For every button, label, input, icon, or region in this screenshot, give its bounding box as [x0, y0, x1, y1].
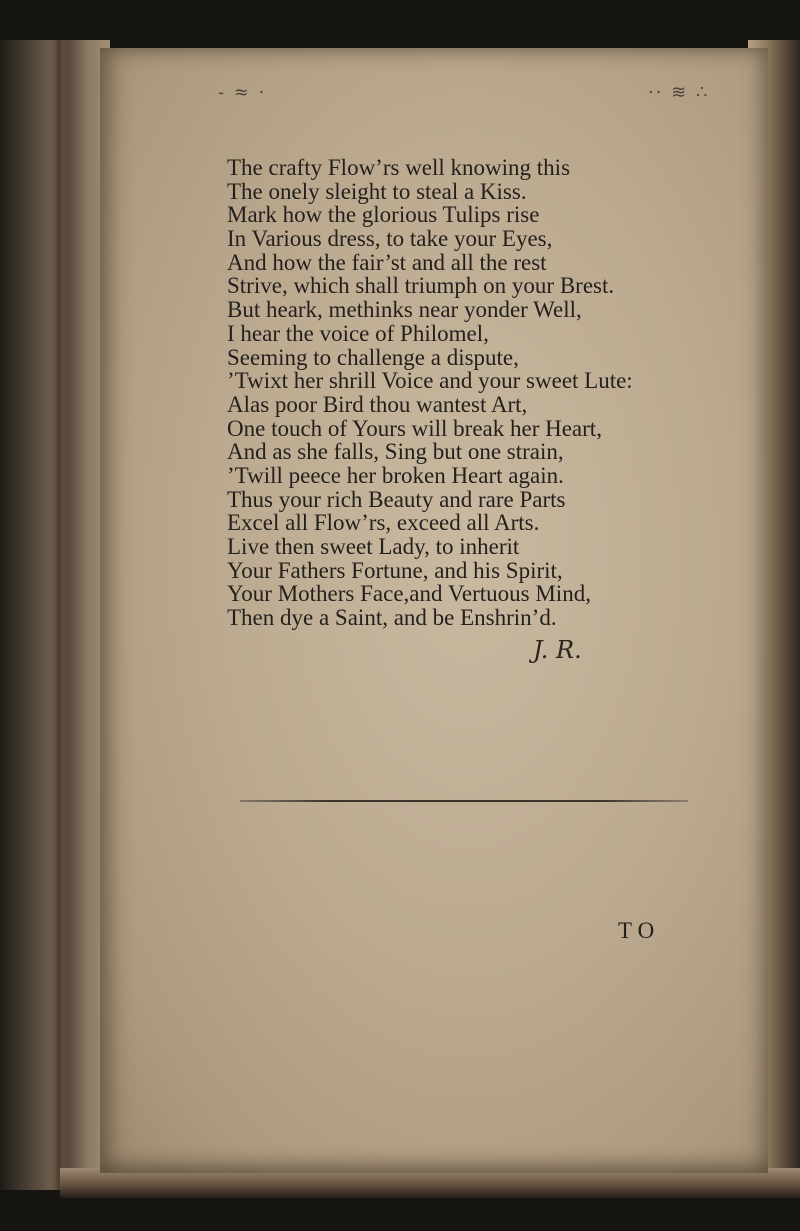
poem-line: Alas poor Bird thou wantest Art,: [227, 391, 528, 417]
poem-line: ’Twixt her shrill Voice and your sweet Lute:: [227, 368, 633, 394]
poem-line: Your Fathers Fortune, and his Spirit,: [227, 557, 563, 583]
poem-line: Mark how the glorious Tulips rise: [227, 202, 540, 228]
poem-line: And as she falls, Sing but one strain,: [227, 439, 564, 465]
poem-line: ’Twill peece her broken Heart again.: [227, 462, 564, 488]
poem-text: [227, 156, 747, 630]
poem-line: Your Mothers Face,and Vertuous Mind,: [227, 581, 591, 607]
poem-line: The onely sleight to steal a Kiss.: [227, 178, 527, 204]
poem-line: Excel all Flow’rs, exceed all Arts.: [227, 510, 540, 536]
ink-speckle-ornament: - ≈ ·: [218, 82, 267, 103]
poem-line: I hear the voice of Philomel,: [227, 320, 489, 346]
poem-line: But heark, methinks near yonder Well,: [227, 297, 582, 323]
horizontal-rule: [240, 800, 688, 802]
poem-line: The crafty Flow’rs well knowing this: [227, 155, 571, 180]
poem-line: One touch of Yours will break her Heart,: [227, 415, 602, 441]
poem-line: Thus your rich Beauty and rare Parts: [227, 486, 566, 512]
book-page: [100, 48, 768, 1173]
poem-line: And how the fair’st and all the rest: [227, 249, 547, 275]
poem-line: Live then sweet Lady, to inherit: [227, 534, 520, 559]
author-initials: J. R.: [533, 636, 582, 664]
book-binding: [0, 40, 110, 1190]
ink-speckle-ornament: ·· ≋ ∴: [648, 82, 710, 103]
poem-line: In Various dress, to take your Eyes,: [227, 226, 553, 252]
poem-line: Then dye a Saint, and be Enshrin’d.: [227, 605, 557, 631]
poem-line: Seeming to challenge a dispute,: [227, 344, 519, 370]
catchword: TO: [618, 918, 661, 943]
poem-line: Strive, which shall triumph on your Brest.: [227, 273, 615, 299]
